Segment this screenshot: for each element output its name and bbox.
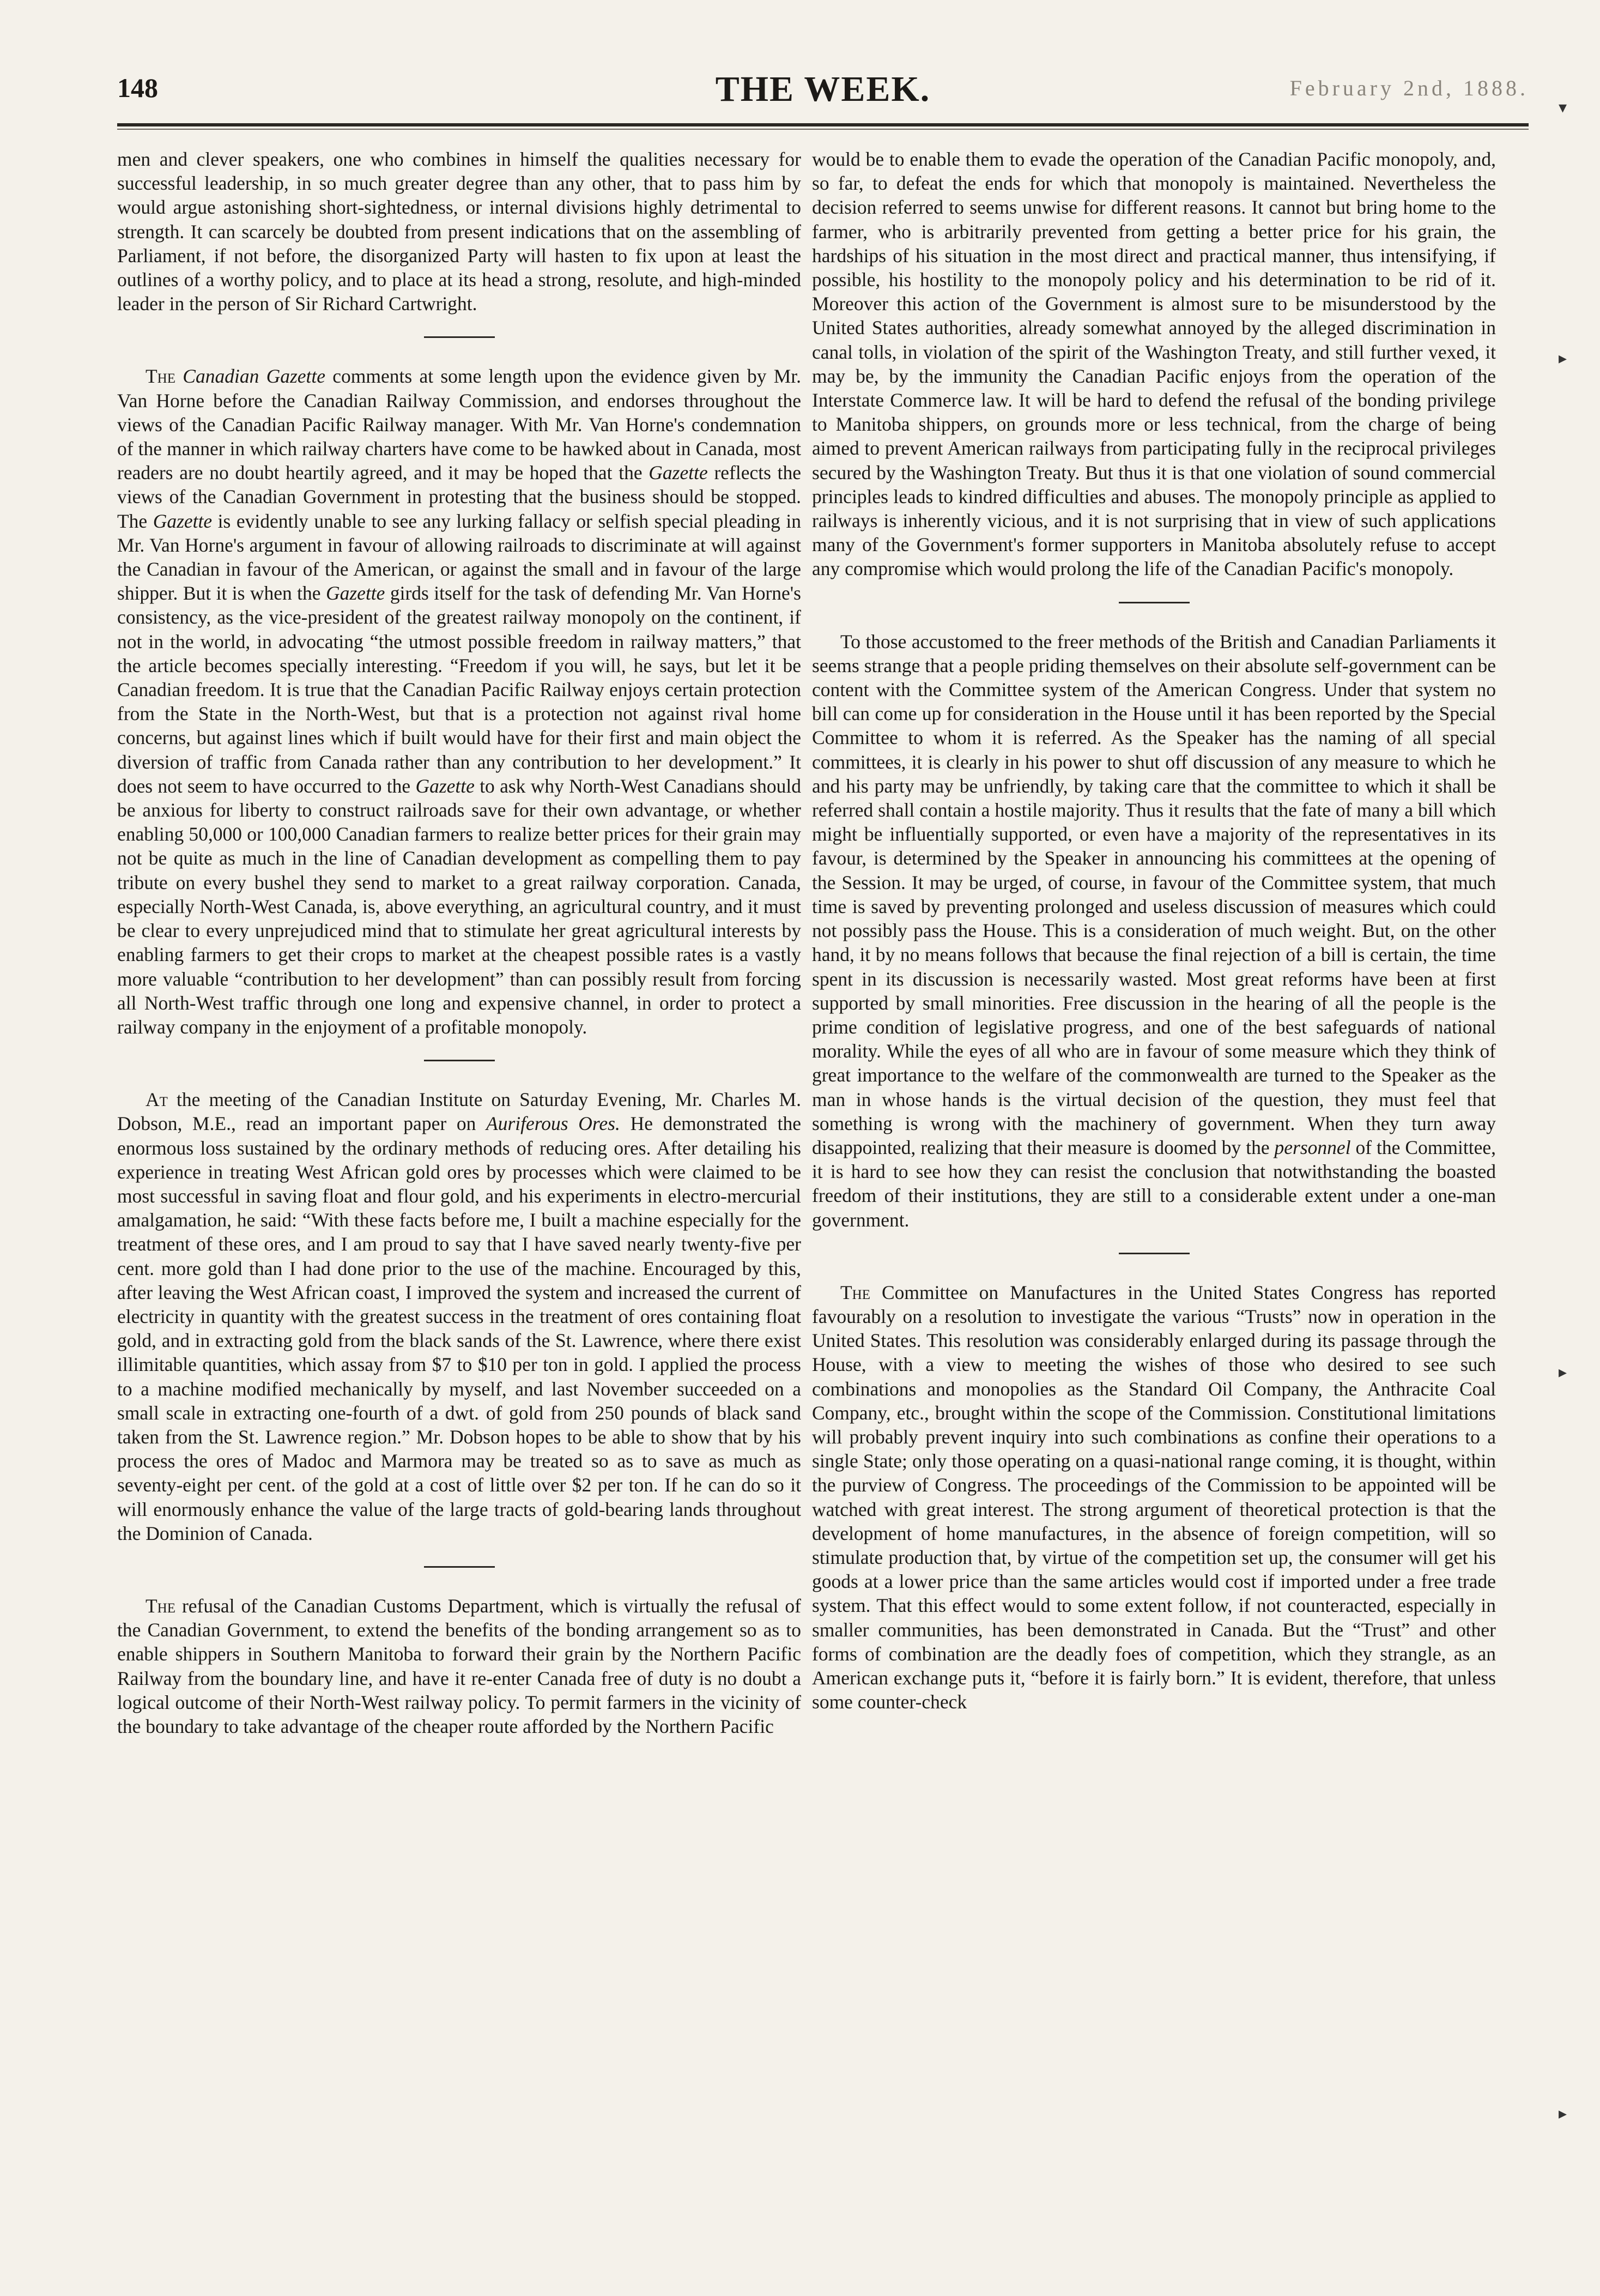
margin-mark: ▾ xyxy=(1559,98,1567,117)
section-divider xyxy=(424,1060,495,1061)
page-header xyxy=(117,64,1529,113)
section-divider xyxy=(424,336,495,338)
article-paragraph: would be to enable them to evade the operation of the Canadian Pacific monopoly, and, so far, to defeat the ends for which that monopoly is maintained. Nevertheless the decision referred to seems unwise for different reasons. It cannot but bring home to the farmer, who is arbitrarily prevented from getting a better price for his grain, the hardships of his situation in the most direct and practical manner, thus intensifying, if possible, his hostility to the monopoly policy and his determination to be rid of it. Moreover this action of the Government is almost sure to be misunderstood by the United States authorities, already somewhat annoyed by the alleged discrimination in canal tolls, in violation of the spirit of the Washington Treaty, and still further vexed, it may be, by the immunity the Canadian Pacific enjoys from the operation of the Interstate Commerce law. It will be hard to defend the refusal of the bonding privilege to Manitoba shippers, on grounds more or less technical, from the charge of being aimed to prevent American railways from participating fully in the reciprocal privileges secured by the Washington Treaty. But thus it is that one violation of sound commercial principles leads to kindred difficulties and abuses. The monopoly principle as applied to railways is inherently vicious, and it is not surprising that in view of such applications many of the Government's former supporters in Manitoba absolutely refuse to accept any compromise which would prolong the life of the Canadian Pacific's monopoly. xyxy=(812,148,1496,580)
article-paragraph: The refusal of the Canadian Customs Department, which is virtually the refusal of the Canadian Government, to extend the benefits of the bonding arrangement so as to enable shippers in Southern Manitoba to forward their grain by the Northern Pacific Railway from the boundary line, and have it re-enter Canada free of duty is no doubt a logical outcome of their North-West railway policy. To permit farmers in the vicinity of the boundary to take advantage of the cheaper route afforded by the Northern Pacific xyxy=(117,1594,801,1737)
margin-mark: ▸ xyxy=(1559,2104,1567,2123)
article-paragraph: The Committee on Manufactures in the United States Congress has reported favourably on a resolution to investigate the various “Trusts” now in operation in the United States. This resolution was considerably enlarged during its passage through the House, with a view to meeting the wishes of those who desired to see such combinations and monopolies as the Standard Oil Company, the Anthracite Coal Company, etc., brought within the scope of the Commission. Constitutional limitations will probably prevent inquiry into such combinations as confine their operations to a single State; only those operating on a quasi-national range coming, it is thought, within the purview of Congress. The proceedings of the Commission to be appointed will be watched with great interest. The strong argument of theoretical protection is that the development of home manufactures, in the absence of foreign competition, will so stimulate production that, by virtue of the competition set up, the consumer will get his goods at a lower price than the same articles would cost if imported under a free trade system. That this effect would to some extent follow, if not counteracted, especially in smaller communities, has been demonstrated in Canada. But the “Trust” and other forms of combination are the deadly foes of competition, which they strangle, as an American exchange puts it, “before it is fairly born.” It is evident, therefore, that unless some counter-check xyxy=(812,1281,1496,1713)
article-paragraph: men and clever speakers, one who combines in himself the qualities necessary for successful leadership, in so much greater degree than any other, that to pass him by would argue astonishing short-sightedness, or internal divisions highly detrimental to strength. It can scarcely be doubted from present indications that on the assembling of Parliament, if not before, the disorganized Party will hasten to fix upon at least the outlines of a worthy policy, and to place at its head a strong, resolute, and high-minded leader in the person of Sir Richard Cartwright. xyxy=(117,148,801,315)
section-divider xyxy=(424,1566,495,1568)
margin-mark: ▸ xyxy=(1559,349,1567,368)
right-column xyxy=(812,147,1496,1714)
page-number: 148 xyxy=(117,72,158,103)
header-rule-thin xyxy=(117,129,1529,130)
header-rule xyxy=(117,123,1529,126)
journal-title: THE WEEK. xyxy=(715,69,931,109)
section-divider xyxy=(1119,1253,1190,1254)
article-paragraph: At the meeting of the Canadian Institute on Saturday Evening, Mr. Charles M. Dobson, M.E., read an important paper on Auriferous Ores. He demonstrated the enormous loss sustained by the ordinary methods of reducing ores. After detailing his experience in treating West African gold ores by processes which were claimed to be most successful in saving float and flour gold, and his experiments in electro-mercurial amalgamation, he said: “With these facts before me, I built a machine especially for the treatment of these ores, and I am proud to say that I have saved nearly twenty-five per cent. more gold than I had done prior to the use of the machine. Encouraged by this, after leaving the West African coast, I improved the system and increased the current of electricity in quantity with the greatest success in the treatment of ores containing float gold, and in extracting gold from the black sands of the St. Lawrence, where there exist illimitable quantities, which assay from $7 to $10 per ton in gold. I applied the process to a machine modified mechanically by myself, and last November succeeded on a small scale in extracting one-fourth of a dwt. of gold from 250 pounds of black sand taken from the St. Lawrence region.” Mr. Dobson hopes to be able to show that by his process the ores of Madoc and Marmora may be treated so as to save as much as seventy-eight per cent. of the gold at a cost of little over $2 per ton. If he can do so it will enormously enhance the value of the large tracts of gold-bearing lands throughout the Dominion of Canada. xyxy=(117,1089,801,1544)
article-paragraph: To those accustomed to the freer methods of the British and Canadian Parliaments it seems strange that a people priding themselves on their absolute self-government can be content with the Committee system of the American Congress. Under that system no bill can come up for consideration in the House until it has been reported by the Special Committee to whom it is referred. As the Speaker has the naming of all special committees, it is clearly in his power to shut off discussion of any measure to which he and his party may be unfriendly, by taking care that the committee to which it shall be referred shall contain a hostile majority. Thus it results that the fate of many a bill which might be influentially supported, or even have a majority of the representatives in its favour, is determined by the Speaker in announcing his committees at the opening of the Session. It may be urged, of course, in favour of the Committee system, that much time is saved by preventing prolonged and useless discussion of measures which could not possibly pass the House. This is a consideration of much weight. But, on the other hand, it by no means follows that because the final rejection of a bill is certain, the time spent in its discussion is necessarily wasted. Most great reforms have been at first supported by small minorities. Free discussion in the hearing of all the people is the prime condition of legislative progress, and one of the best safeguards of national morality. While the eyes of all who are in favour of some measure which they think of great importance to the welfare of the commonwealth are turned to the Speaker as the man in whose hands is the virtual decision of the question, they must feel that something is wrong with the machinery of government. When they turn away disappointed, realizing that their measure is doomed by the personnel of the Committee, it is hard to see how they can resist the conclusion that notwithstanding the boasted freedom of their institutions, they are still to a considerable extent under a one-man government. xyxy=(812,630,1496,1231)
margin-mark: ▸ xyxy=(1559,1363,1567,1382)
article-paragraph: The Canadian Gazette comments at some length upon the evidence given by Mr. Van Horne before the Canadian Railway Commission, and endorses throughout the views of the Canadian Pacific Railway manager. With Mr. Van Horne's condemnation of the manner in which railway charters have come to be hawked about in Canada, most readers are no doubt heartily agreed, and it may be hoped that the Gazette reflects the views of the Canadian Government in protesting that the business should be stopped. The Gazette is evidently unable to see any lurking fallacy or selfish special pleading in Mr. Van Horne's argument in favour of allowing railroads to discriminate at will against the Canadian in favour of the American, or against the small and in favour of the large shipper. But it is when the Gazette girds itself for the task of defending Mr. Van Horne's consistency, as the vice-president of the greatest railway monopoly on the continent, if not in the world, in advocating “the utmost possible freedom in railway matters,” that the article becomes specially interesting. “Freedom if you will, he says, but let it be Canadian freedom. It is true that the Canadian Pacific Railway enjoys certain protection from the State in the North-West, but that is a protection not against rival home concerns, but against lines which if built would have for their first and main object the diversion of traffic from Canada rather than any contribution to her development.” It does not seem to have occurred to the Gazette to ask why North-West Canadians should be anxious for liberty to construct railroads save for their own advantage, or whether enabling 50,000 or 100,000 Canadian farmers to realize better prices for their grain may not be quite as much in the line of Canadian development as compelling them to pay tribute on every bushel they send to market to a great railway corporation. Canada, especially North-West Canada, is, above everything, an agricultural country, and it must be clear to every unprejudiced mind that to stimulate her great agricultural interests by enabling farmers to get their crops to market at the cheapest possible rates is a vastly more valuable “contribution to her development” than can possibly result from forcing all North-West traffic through one long and expensive channel, in order to protect a railway company in the enjoyment of a profitable monopoly. xyxy=(117,365,802,1038)
issue-date: February 2nd, 1888. xyxy=(1289,76,1529,100)
left-column xyxy=(117,147,801,1738)
section-divider xyxy=(1119,602,1190,603)
